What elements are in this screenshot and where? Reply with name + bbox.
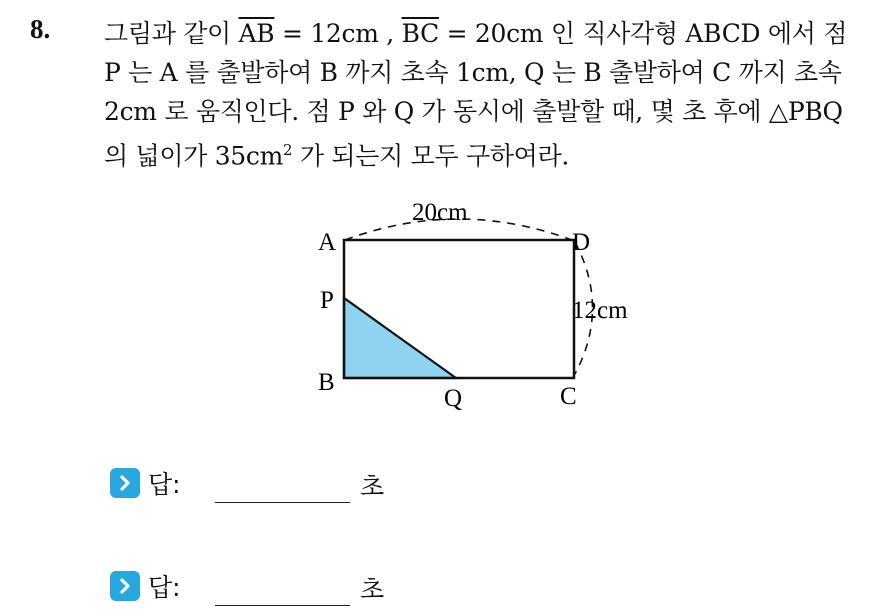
height-dimension-label: 12cm <box>572 297 628 324</box>
question-line-3: 2cm 로 움직인다. 점 P 와 Q 가 동시에 출발할 때, 몇 초 후에 △PBQ <box>104 97 843 126</box>
answer-row-2 <box>110 569 385 604</box>
question-line-4 <box>104 131 874 170</box>
question-number: 8. <box>30 14 51 44</box>
chevron-right-icon <box>110 468 140 498</box>
answer-label: 답: <box>148 470 181 499</box>
question-line-1-start: 그림과 같이 <box>104 19 239 48</box>
answer-blank[interactable] <box>215 605 350 606</box>
question-line-1-end: = 20cm 인 직사각형 ABCD 에서 점 <box>438 19 848 48</box>
answer-unit: 초 <box>360 472 385 501</box>
vertex-label-p: P <box>320 287 334 314</box>
vertex-label-a: A <box>318 229 337 256</box>
vertex-label-d: D <box>572 229 591 256</box>
segment-ab: $\overline{AB}$ <box>238 19 275 48</box>
answer-unit: 초 <box>360 575 385 604</box>
question-line-4-end: 가 되는지 모두 구하여라. <box>292 141 570 171</box>
question-text <box>104 14 874 170</box>
width-dimension-label: 20cm <box>412 199 468 226</box>
triangle-pbq <box>344 298 456 378</box>
question-line-2: P 는 A 를 출발하여 B 까지 초속 1cm, Q 는 B 출발하여 C 까지 초속 <box>104 58 842 87</box>
answer-row-1 <box>110 466 385 501</box>
vertex-label-b: B <box>318 369 335 396</box>
vertex-label-q: Q <box>444 385 463 412</box>
chevron-right-icon <box>110 571 140 601</box>
answer-blank[interactable] <box>215 502 350 503</box>
answer-label: 답: <box>148 573 181 602</box>
vertex-label-c: C <box>560 383 577 410</box>
question-line-4-start: 의 넓이가 35cm <box>104 141 284 171</box>
area-exponent: 2 <box>283 141 293 159</box>
rectangle-figure <box>300 190 660 420</box>
segment-bc: $\overline{BC}$ <box>401 19 439 48</box>
question-line-1-mid: = 12cm , <box>274 19 402 48</box>
question-line-1 <box>104 14 874 53</box>
